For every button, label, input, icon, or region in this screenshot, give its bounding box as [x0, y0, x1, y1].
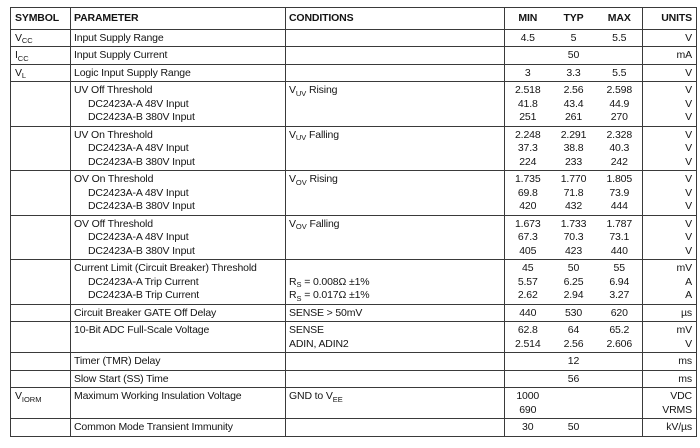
min-value: 2.514	[514, 337, 541, 350]
max-value: 5.5	[612, 66, 627, 79]
cell-conditions	[286, 388, 505, 419]
header-symbol: SYMBOL	[11, 8, 71, 30]
cell-min	[505, 353, 551, 371]
parameter-line: Input Supply Range	[74, 31, 164, 44]
parameter-line: Circuit Breaker GATE Off Delay	[74, 306, 217, 319]
subscript-text: UV	[295, 88, 307, 98]
typ-value	[554, 390, 594, 404]
cell-max	[597, 260, 643, 305]
cell-conditions	[286, 260, 505, 305]
cell-units	[643, 82, 697, 127]
electrical-characteristics-table	[10, 7, 697, 437]
typ-value: 432	[564, 200, 583, 212]
table-header-row	[11, 8, 697, 30]
cell-conditions	[286, 47, 505, 65]
units-value: V	[685, 186, 692, 199]
cell-min	[505, 260, 551, 305]
units-value: V	[685, 173, 692, 185]
cell-max	[597, 29, 643, 47]
typ-value: 50	[567, 49, 580, 61]
table-row	[11, 260, 697, 305]
units-value: A	[685, 289, 692, 301]
min-value	[508, 373, 548, 387]
cell-parameter	[71, 82, 286, 127]
cell-min	[505, 215, 551, 260]
cell-conditions	[286, 82, 505, 127]
parameter-line: Current Limit (Circuit Breaker) Threshold	[74, 262, 257, 274]
min-value: 41.8	[517, 97, 538, 110]
text-segment: Rising	[306, 173, 338, 185]
cell-max	[597, 82, 643, 127]
max-value: 2.598	[606, 84, 633, 96]
cell-symbol	[11, 260, 71, 305]
units-value: V	[685, 97, 692, 110]
typ-value: 50	[567, 262, 580, 274]
cell-units	[643, 370, 697, 388]
cell-conditions	[286, 29, 505, 47]
cell-conditions	[286, 370, 505, 388]
subscript-text: CC	[21, 36, 33, 45]
min-value: 4.5	[520, 31, 535, 44]
units-value: V	[685, 142, 692, 154]
cell-units	[643, 29, 697, 47]
typ-value: 2.56	[563, 84, 584, 96]
units-value: V	[685, 111, 692, 123]
cell-typ	[551, 47, 597, 65]
parameter-line: DC2423A-B Trip Current	[88, 289, 200, 301]
max-value	[600, 390, 640, 404]
cell-typ	[551, 82, 597, 127]
max-value: 242	[610, 155, 628, 168]
parameter-line: OV Off Threshold	[74, 217, 153, 230]
cell-typ	[551, 419, 597, 437]
cell-typ	[551, 29, 597, 47]
cell-symbol	[11, 370, 71, 388]
cell-units	[643, 304, 697, 322]
min-value: 1000	[516, 390, 540, 402]
cell-max	[597, 322, 643, 353]
cell-min	[505, 82, 551, 127]
text-segment: ADIN, ADIN2	[289, 337, 349, 350]
typ-value: 64	[567, 324, 580, 336]
text-segment: V	[289, 173, 296, 185]
text-segment: GND to V	[289, 390, 333, 402]
parameter-line: Logic Input Supply Range	[74, 66, 191, 79]
parameter-line: Slow Start (SS) Time	[74, 372, 169, 385]
max-value: 270	[610, 111, 628, 123]
text-segment: V	[289, 217, 296, 230]
cell-symbol	[11, 126, 71, 171]
max-value: 5.5	[612, 31, 627, 44]
cell-min	[505, 419, 551, 437]
typ-value: 1.770	[560, 173, 587, 185]
cell-max	[597, 64, 643, 82]
units-value: V	[685, 244, 692, 257]
min-value: 5.57	[517, 275, 538, 288]
condition-line	[289, 218, 501, 232]
typ-value: 1.733	[560, 217, 587, 230]
header-typ: TYP	[551, 8, 597, 30]
table-row	[11, 82, 697, 127]
cell-max	[597, 304, 643, 322]
min-value: 405	[519, 244, 537, 257]
cell-typ	[551, 370, 597, 388]
parameter-line: Timer (TMR) Delay	[74, 355, 161, 367]
typ-value: 56	[567, 372, 580, 385]
cell-min	[505, 304, 551, 322]
subscript-text: S	[296, 293, 302, 303]
max-value: 73.1	[609, 231, 630, 243]
text-segment: V	[15, 31, 22, 44]
max-value: 440	[610, 244, 628, 257]
cell-symbol	[11, 47, 71, 65]
max-value: 40.3	[609, 142, 630, 154]
parameter-line: UV Off Threshold	[74, 84, 153, 96]
typ-value: 2.56	[563, 337, 584, 350]
cell-units	[643, 260, 697, 305]
text-segment: V	[15, 390, 22, 402]
cell-units	[643, 388, 697, 419]
subscript-text: OV	[295, 222, 307, 231]
condition-line	[289, 129, 501, 143]
max-value: 2.328	[606, 128, 633, 141]
min-value: 2.248	[514, 128, 541, 141]
min-value: 30	[522, 421, 534, 433]
cell-parameter	[71, 304, 286, 322]
max-value: 444	[610, 200, 628, 212]
units-value: VDC	[670, 390, 692, 402]
subscript-text: L	[21, 71, 27, 80]
cell-symbol	[11, 171, 71, 216]
min-value: 3	[524, 66, 531, 79]
cell-units	[643, 353, 697, 371]
cell-conditions	[286, 215, 505, 260]
units-value: V	[685, 337, 692, 350]
cell-typ	[551, 171, 597, 216]
table-row	[11, 353, 697, 371]
cell-min	[505, 29, 551, 47]
units-value: V	[685, 128, 692, 141]
cell-symbol	[11, 215, 71, 260]
cell-typ	[551, 215, 597, 260]
max-value	[600, 373, 640, 387]
cell-symbol	[11, 29, 71, 47]
typ-value: 43.4	[563, 97, 584, 110]
text-segment: Falling	[306, 128, 339, 141]
cell-parameter	[71, 260, 286, 305]
parameter-line: 10-Bit ADC Full-Scale Voltage	[74, 324, 210, 336]
cell-typ	[551, 64, 597, 82]
max-value	[600, 404, 640, 418]
cell-units	[643, 47, 697, 65]
cell-conditions	[286, 353, 505, 371]
parameter-line: DC2423A-B 380V Input	[88, 111, 195, 123]
typ-value: 3.3	[566, 66, 581, 79]
min-value: 420	[519, 200, 537, 212]
parameter-line: DC2423A-A 48V Input	[88, 97, 189, 110]
typ-value: 70.3	[563, 231, 584, 243]
cell-parameter	[71, 322, 286, 353]
text-segment: I	[15, 49, 18, 61]
subscript-text: EE	[332, 394, 343, 404]
condition-line	[289, 289, 501, 303]
min-value: 440	[519, 306, 537, 319]
cell-min	[505, 47, 551, 65]
cell-max	[597, 215, 643, 260]
parameter-line: OV On Threshold	[74, 173, 154, 185]
units-value: V	[685, 84, 692, 96]
text-segment: R	[289, 289, 297, 301]
table-row	[11, 29, 697, 47]
cell-conditions	[286, 126, 505, 171]
subscript-text: IORM	[21, 394, 42, 404]
max-value: 1.805	[606, 173, 633, 185]
units-value: V	[685, 200, 692, 212]
cell-max	[597, 370, 643, 388]
cell-typ	[551, 304, 597, 322]
min-value: 62.8	[517, 324, 538, 336]
cell-min	[505, 64, 551, 82]
cell-units	[643, 215, 697, 260]
cell-max	[597, 388, 643, 419]
condition-line	[289, 324, 501, 338]
min-value: 1.673	[514, 217, 541, 230]
typ-value: 423	[564, 244, 583, 257]
typ-value: 50	[567, 421, 580, 433]
text-segment: SENSE > 50mV	[289, 306, 363, 319]
condition-line	[289, 338, 501, 352]
cell-max	[597, 353, 643, 371]
subscript-text: UV	[295, 133, 307, 142]
max-value	[600, 49, 640, 63]
table-row	[11, 64, 697, 82]
parameter-line: Common Mode Transient Immunity	[74, 421, 233, 433]
cell-typ	[551, 388, 597, 419]
typ-value: 530	[564, 306, 583, 319]
parameter-line: DC2423A-B 380V Input	[88, 155, 195, 168]
typ-value: 2.94	[563, 289, 584, 301]
condition-line	[289, 390, 501, 404]
table-row	[11, 126, 697, 171]
cell-parameter	[71, 29, 286, 47]
parameter-line: UV On Threshold	[74, 128, 153, 141]
typ-value: 2.291	[560, 128, 587, 141]
cell-parameter	[71, 419, 286, 437]
text-segment: V	[15, 66, 22, 79]
table-row	[11, 419, 697, 437]
max-value: 44.9	[609, 97, 630, 110]
condition-line	[289, 262, 501, 276]
cell-parameter	[71, 215, 286, 260]
units-value: V	[685, 31, 692, 44]
parameter-line: DC2423A-B 380V Input	[88, 200, 195, 212]
text-segment: R	[289, 275, 297, 288]
cell-symbol	[11, 388, 71, 419]
units-value: ms	[678, 372, 692, 385]
cell-units	[643, 419, 697, 437]
max-value: 620	[610, 306, 628, 319]
typ-value: 5	[570, 31, 577, 44]
header-conditions: CONDITIONS	[286, 8, 505, 30]
cell-units	[643, 171, 697, 216]
typ-value: 261	[564, 111, 583, 123]
condition-line	[289, 307, 501, 321]
parameter-line: Maximum Working Insulation Voltage	[74, 390, 242, 402]
cell-parameter	[71, 47, 286, 65]
units-value: VRMS	[662, 403, 692, 416]
min-value: 251	[519, 111, 537, 123]
cell-min	[505, 126, 551, 171]
units-value: mA	[676, 49, 692, 61]
header-parameter: PARAMETER	[71, 8, 286, 30]
cell-parameter	[71, 353, 286, 371]
cell-conditions	[286, 419, 505, 437]
min-value: 69.8	[517, 186, 538, 199]
parameter-line: DC2423A-A 48V Input	[88, 231, 189, 243]
table-row	[11, 322, 697, 353]
cell-max	[597, 419, 643, 437]
cell-symbol	[11, 353, 71, 371]
cell-min	[505, 322, 551, 353]
cell-units	[643, 126, 697, 171]
text-segment: SENSE	[289, 324, 324, 336]
typ-value: 6.25	[563, 275, 584, 288]
subscript-text: OV	[295, 177, 307, 187]
max-value: 55	[613, 262, 625, 274]
text-segment: = 0.017Ω ±1%	[301, 289, 370, 301]
cell-typ	[551, 353, 597, 371]
spec-table-body	[11, 29, 697, 436]
parameter-line: Input Supply Current	[74, 49, 168, 61]
condition-line	[289, 173, 501, 187]
header-units: UNITS	[643, 8, 697, 30]
cell-symbol	[11, 419, 71, 437]
typ-value: 38.8	[563, 142, 584, 154]
cell-symbol	[11, 322, 71, 353]
cell-units	[643, 64, 697, 82]
parameter-line: DC2423A-A 48V Input	[88, 186, 189, 199]
min-value: 224	[519, 155, 537, 168]
cell-conditions	[286, 171, 505, 216]
min-value: 2.62	[517, 289, 538, 301]
min-value	[508, 49, 548, 63]
parameter-line: DC2423A-A Trip Current	[88, 275, 199, 288]
parameter-line: DC2423A-B 380V Input	[88, 244, 195, 257]
cell-parameter	[71, 126, 286, 171]
max-value: 73.9	[609, 186, 630, 199]
cell-min	[505, 388, 551, 419]
cell-min	[505, 370, 551, 388]
units-value: kV/µs	[666, 421, 692, 433]
header-min: MIN	[505, 8, 551, 30]
cell-conditions	[286, 322, 505, 353]
cell-symbol	[11, 82, 71, 127]
typ-value: 12	[567, 355, 580, 367]
max-value: 6.94	[609, 275, 630, 288]
units-value: mV	[676, 324, 692, 336]
units-value: µs	[681, 306, 692, 319]
cell-max	[597, 171, 643, 216]
units-value: A	[685, 275, 692, 288]
cell-conditions	[286, 64, 505, 82]
text-segment: V	[289, 84, 296, 96]
cell-min	[505, 171, 551, 216]
table-row	[11, 304, 697, 322]
max-value: 65.2	[609, 324, 630, 336]
text-segment: Falling	[306, 217, 340, 230]
cell-typ	[551, 260, 597, 305]
units-value: V	[685, 155, 692, 168]
cell-typ	[551, 322, 597, 353]
table-row	[11, 215, 697, 260]
cell-symbol	[11, 304, 71, 322]
min-value: 45	[522, 262, 534, 274]
text-segment: = 0.008Ω ±1%	[301, 275, 370, 288]
text-segment: Rising	[306, 84, 338, 96]
min-value: 2.518	[514, 84, 541, 96]
subscript-text: S	[296, 280, 302, 289]
typ-value	[554, 404, 594, 418]
units-value: V	[685, 231, 692, 243]
typ-value: 233	[564, 155, 583, 168]
max-value	[600, 421, 640, 435]
max-value: 2.606	[606, 337, 633, 350]
cell-units	[643, 322, 697, 353]
max-value	[600, 355, 640, 369]
text-segment: V	[289, 128, 296, 141]
cell-parameter	[71, 171, 286, 216]
parameter-line: DC2423A-A 48V Input	[88, 142, 189, 154]
min-value: 690	[519, 403, 537, 416]
condition-line	[289, 84, 501, 98]
table-row	[11, 47, 697, 65]
max-value: 1.787	[606, 217, 633, 230]
typ-value: 71.8	[563, 186, 584, 199]
table-row	[11, 388, 697, 419]
cell-conditions	[286, 304, 505, 322]
cell-typ	[551, 126, 597, 171]
min-value: 67.3	[517, 231, 538, 243]
units-value: mV	[676, 262, 692, 274]
units-value: V	[685, 217, 692, 230]
min-value	[508, 355, 548, 369]
cell-parameter	[71, 64, 286, 82]
min-value: 37.3	[517, 142, 538, 154]
condition-line	[289, 276, 501, 290]
max-value: 3.27	[609, 289, 630, 301]
min-value: 1.735	[514, 173, 541, 185]
table-row	[11, 370, 697, 388]
cell-max	[597, 126, 643, 171]
header-max: MAX	[597, 8, 643, 30]
cell-parameter	[71, 388, 286, 419]
table-row	[11, 171, 697, 216]
cell-symbol	[11, 64, 71, 82]
subscript-text: CC	[17, 53, 29, 63]
units-value: V	[685, 66, 692, 79]
cell-max	[597, 47, 643, 65]
cell-parameter	[71, 370, 286, 388]
units-value: ms	[678, 355, 692, 367]
